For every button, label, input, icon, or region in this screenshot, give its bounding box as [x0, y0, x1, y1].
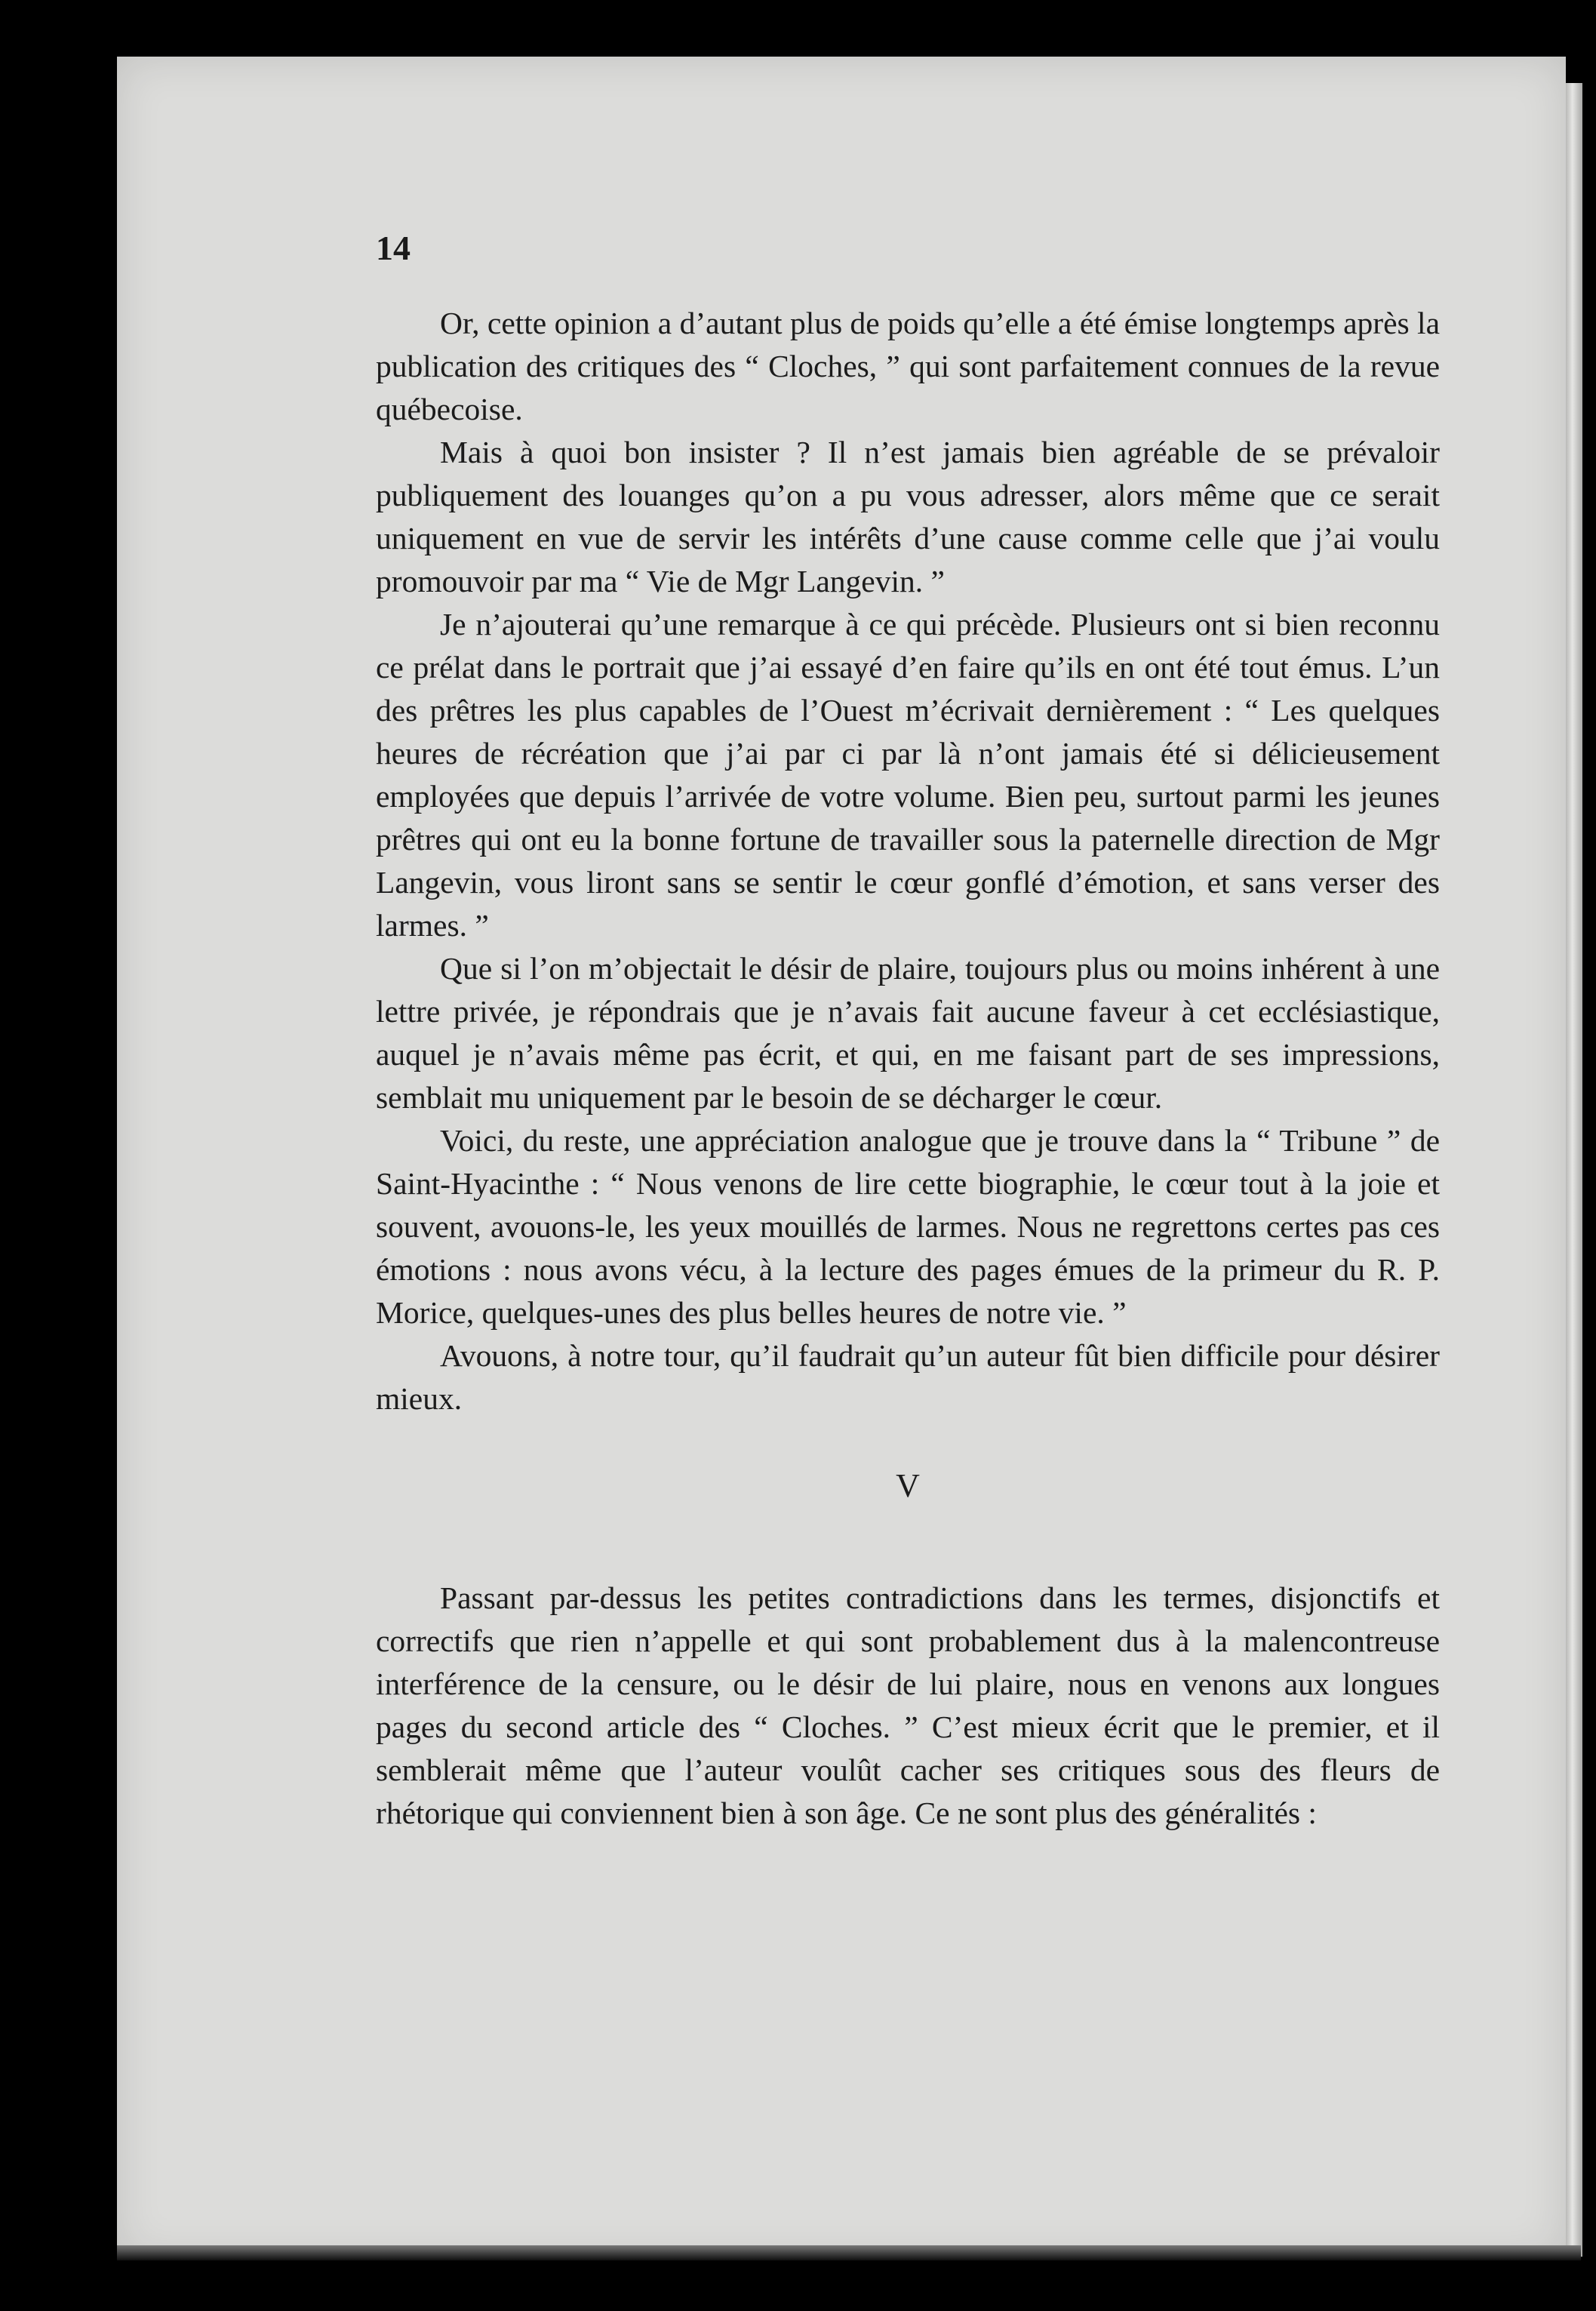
body-text [376, 302, 1440, 1835]
paragraph: Voici, du reste, une appréciation analogue que je trouve dans la “ Tribune ” de Saint-Hyacinthe : “ Nous venons de lire cette biographie, le cœur tout à la joie et souvent, avouons-le, les yeux mouillés de larmes. Nous ne regrettons certes pas ces émotions : nous avons vécu, à la lecture des pages émues de la primeur du R. P. Morice, quelques-unes des plus belles heures de notre vie. ” [376, 1123, 1440, 1330]
paragraph: Or, cette opinion a d’autant plus de poids qu’elle a été émise longtemps après la publication des critiques des “ Cloches, ” qui sont parfaitement connues de la revue québecoise. [376, 306, 1440, 426]
page-edge [1566, 83, 1582, 2257]
page-bottom-shadow [117, 2245, 1581, 2260]
paragraph: Passant par-dessus les petites contradictions dans les termes, disjonctifs et correctifs que rien n’appelle et qui sont probablement dus à la malencontreuse interférence de la censure, ou le désir de lui plaire, nous en venons aux longues pages du second article des “ Cloches. ” C’est mieux écrit que le premier, et il semblerait même que l’auteur voulût cacher ses critiques sous des fleurs de rhétorique qui conviennent bien à son âge. Ce ne sont plus des généralités : [376, 1580, 1440, 1830]
paragraph: Mais à quoi bon insister ? Il n’est jamais bien agréable de se prévaloir publiquement des louanges qu’on a pu vous adresser, alors même que ce serait uniquement en vue de servir les intérêts d’une cause comme celle que j’ai voulu promouvoir par ma “ Vie de Mgr Langevin. ” [376, 435, 1440, 599]
paragraph: Avouons, à notre tour, qu’il faudrait qu’un auteur fût bien difficile pour désirer mieux. [376, 1338, 1440, 1416]
section-heading: V [896, 1467, 920, 1504]
paragraph: Que si l’on m’objectait le désir de plaire, toujours plus ou moins inhérent à une lettre privée, je répondrais que je n’avais fait aucune faveur à cet ecclésiastique, auquel je n’avais même pas écrit, et qui, en me faisant part de ses impressions, semblait mu uniquement par le besoin de se décharger le cœur. [376, 951, 1440, 1115]
paragraph: Je n’ajouterai qu’une remarque à ce qui précède. Plusieurs ont si bien reconnu ce prélat dans le portrait que j’ai essayé d’en faire qu’ils en ont été tout émus. L’un des prêtres les plus capables de l’Ouest m’écrivait dernièrement : “ Les quelques heures de récréation que j’ai par ci par là n’ont jamais été si délicieusement employées que depuis l’arrivée de votre volume. Bien peu, surtout parmi les jeunes prêtres qui ont eu la bonne fortune de travailler sous la paternelle direction de Mgr Langevin, vous liront sans se sentir le cœur gonflé d’émotion, et sans verser des larmes. ” [376, 607, 1440, 943]
page-number: 14 [376, 229, 411, 267]
